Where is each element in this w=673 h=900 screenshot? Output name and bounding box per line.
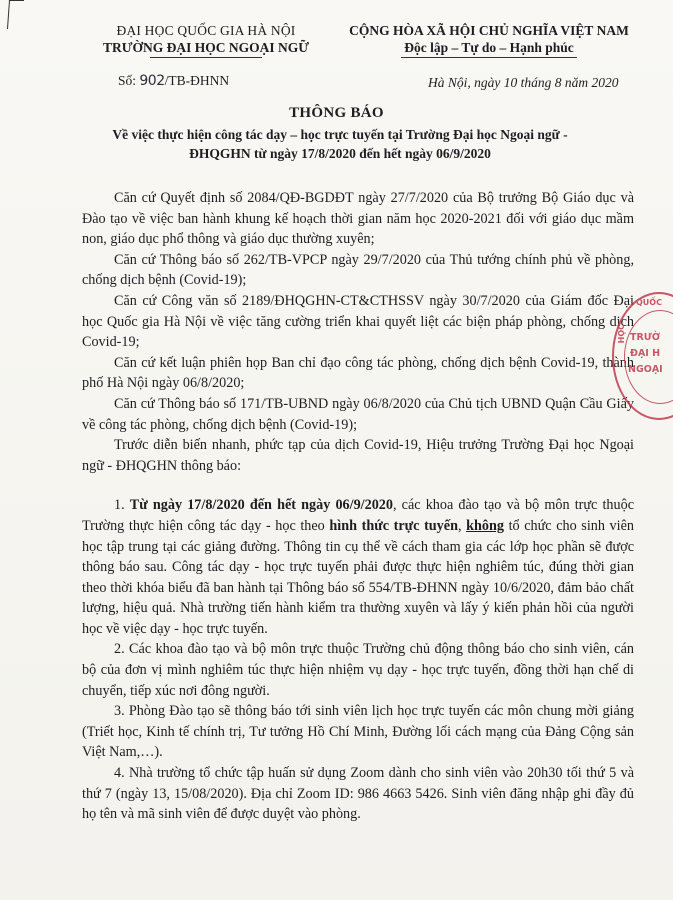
national-motto: Độc lập – Tự do – Hạnh phúc: [404, 40, 574, 55]
seal-text-3: NGOẠI: [628, 364, 663, 375]
seal-text-top: QUỐC: [636, 298, 662, 307]
national-name: CỘNG HÒA XÃ HỘI CHỦ NGHĨA VIỆT NAM: [349, 23, 629, 38]
seal-text-1: TRƯỜ: [630, 332, 661, 343]
preamble-paragraph: Trước diễn biến nhanh, phức tạp của dịch Covid-19, Hiệu trưởng Trường Đại học Ngoại ngữ - ĐHQGHN thông báo:: [82, 437, 634, 474]
item-1-text-b: ,: [457, 517, 467, 534]
document-subtitle: [60, 125, 620, 163]
preamble-paragraph: Căn cứ Quyết định số 2084/QĐ-BGDĐT ngày 27/7/2020 của Bộ trưởng Bộ Giáo dục và Đào tạo về việc ban hành khung kế hoạch thời gian năm học 2020-2021 đối với giáo dục mầm non, giáo dục phổ thông và giáo dục thường xuyên;: [82, 190, 634, 248]
seal-text-left: HỌC: [617, 324, 626, 344]
document-number-prefix: Số:: [118, 73, 137, 88]
corner-mark: [7, 0, 24, 29]
document-title: THÔNG BÁO: [289, 105, 384, 121]
item-1-text-a: , các khoa đào tạo và bộ môn trực thuộc Trường thực hiện công tác dạy - học theo: [82, 497, 635, 534]
item-1-paragraph: [82, 495, 634, 639]
issuer-underline: [150, 57, 262, 58]
item-1-lead: 1.: [114, 497, 130, 514]
document-number: [118, 73, 229, 89]
national-header: [336, 22, 642, 58]
item-1-dates: Từ ngày 17/8/2020 đến hết ngày 06/9/2020: [129, 497, 393, 514]
subtitle-line-2: ĐHQGHN từ ngày 17/8/2020 đến hết ngày 06/9/2020: [189, 146, 491, 161]
item-paragraph: 3. Phòng Đào tạo sẽ thông báo tới sinh viên lịch học trực tuyến các môn chung mời giảng (Triết học, Kinh tế chính trị, Tư tưởng Hồ Chí Minh, Đường lối cách mạng của Đảng Cộng sản Việt Nam,…).: [82, 703, 634, 761]
document-body: [82, 188, 634, 825]
subtitle-line-1: Về việc thực hiện công tác dạy – học trực tuyến tại Trường Đại học Ngoại ngữ -: [112, 127, 568, 142]
item-paragraph: 2. Các khoa đào tạo và bộ môn trực thuộc Trường chủ động thông báo cho sinh viên, cán bộ của đơn vị mình nghiêm túc thực hiện nhiệm vụ dạy - học trực tuyến, đồng thời hạn chế di chuyển, tiếp xúc nơi đông người.: [82, 641, 634, 699]
document-date: Hà Nội, ngày 10 tháng 8 năm 2020: [428, 75, 619, 90]
issuer-school: TRƯỜNG ĐẠI HỌC NGOẠI NGỮ: [102, 40, 309, 55]
document-number-suffix: /TB-ĐHNN: [164, 73, 230, 88]
preamble-paragraph: Căn cứ Thông báo số 171/TB-UBND ngày 06/8/2020 của Chủ tịch UBND Quận Cầu Giấy về công tác phòng, chống dịch bệnh (Covid-19);: [82, 395, 634, 433]
item-paragraph: 4. Nhà trường tổ chức tập huấn sử dụng Zoom dành cho sinh viên vào 20h30 tối thứ 5 và thứ 7 (ngày 13, 15/08/2020). Địa chỉ Zoom ID: 986 4663 5426. Sinh viên đăng nhập ghi đầy đủ họ tên và mã sinh viên để được duyệt vào phòng.: [82, 765, 634, 823]
preamble-paragraph: Căn cứ Công văn số 2189/ĐHQGHN-CT&CTHSSV ngày 30/7/2020 của Giám đốc Đại học Quốc gia Hà Nội về việc tăng cường triển khai quyết liệt các biện pháp phòng, chống dịch Covid-19;: [82, 292, 634, 351]
item-1-text-c: tổ chức cho sinh viên học tập trung tại các giảng đường. Thông tin cụ thể về cách tham gia các lớp học phần sẽ được thông báo sau. Công tác dạy - học trực tuyến phải được thực hiện nghiêm túc, đúng thời gian theo thời khóa biểu đã ban hành tại Thông báo số 554/TB-ĐHNN ngày 10/6/2020, đảm bảo chất lượng, hiệu quả. Nhà trường tiến hành kiểm tra thường xuyên và lấy ý kiến phản hồi của người học về việc dạy - học trực tuyến.: [82, 517, 634, 637]
item-1-not: không: [466, 517, 504, 534]
issuer-parent-org: ĐẠI HỌC QUỐC GIA HÀ NỘI: [116, 23, 296, 38]
preamble-paragraph: Căn cứ kết luận phiên họp Ban chỉ đạo công tác phòng, chống dịch bệnh Covid-19, thành phố Hà Nội ngày 06/8/2020;: [82, 354, 634, 392]
seal-text-2: ĐẠI H: [630, 348, 661, 359]
motto-underline: [401, 57, 577, 58]
preamble-paragraph: Căn cứ Thông báo số 262/TB-VPCP ngày 29/7/2020 của Thủ tướng chính phủ về phòng, chống dịch bệnh (Covid-19);: [82, 251, 634, 289]
item-1-mode: hình thức trực tuyến: [329, 517, 458, 534]
issuer-header: [86, 22, 326, 58]
document-number-value: 902: [139, 73, 165, 89]
